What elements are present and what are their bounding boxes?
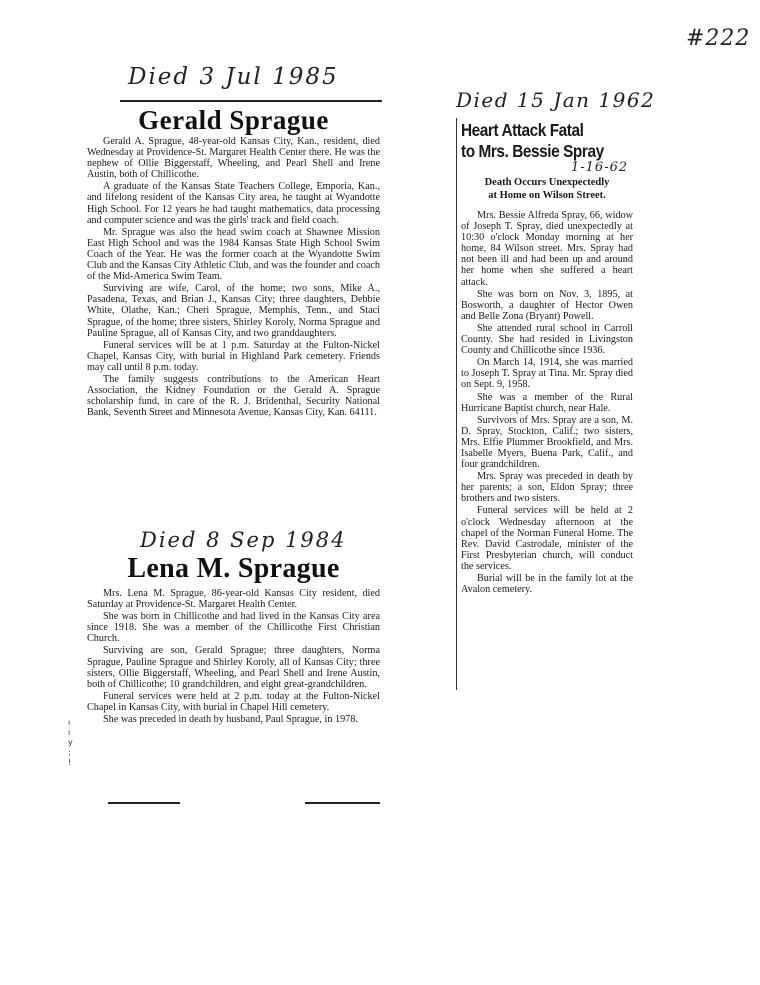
gerald-top-rule — [120, 100, 382, 102]
margin-marks: ı ı y ; ! — [68, 718, 73, 767]
spray-obituary — [461, 120, 633, 596]
spray-paragraph: On March 14, 1914, she was married to Joseph T. Spray at Tina. Mr. Spray died on Sept. 9, 1958. — [461, 357, 633, 391]
spray-column-rule — [456, 118, 457, 690]
spray-paragraph: Mrs. Spray was preceded in death by her parents; a son, Eldon Spray; three brothers and two sisters. — [461, 471, 633, 505]
lena-paragraph: Surviving are son, Gerald Sprague; three daughters, Norma Sprague, Pauline Sprague and Shirley Koroly, all of Kansas City; three sisters, Ollie Biggerstaff, Wheeling, and Pearl Shell and Irene Austin, both of Chillicothe; 10 grandchildren, and eight great-grandchildren. — [87, 645, 380, 690]
gerald-death-date-note: Died 3 Jul 1985 — [128, 64, 339, 90]
spray-subhead-line1: Death Occurs Unexpectedly — [484, 177, 610, 188]
spray-paragraph: Survivors of Mrs. Spray are a son, M. D. Spray, Stockton, Calif.; two sisters, Mrs. Effie Plummer Brookfield, and Mrs. Isabelle Myers, Buena Park, Calif., and four grandchildren. — [461, 414, 633, 471]
spray-subhead-line2: at Home on Wilson Street. — [488, 190, 606, 201]
spray-paragraph: She was a member of the Rural Hurricane Baptist church, near Hale. — [461, 391, 633, 414]
lena-body — [87, 588, 380, 725]
lena-obituary — [87, 552, 380, 726]
lena-paragraph: She was born in Chillicothe and had lived in the Kansas City area since 1918. She was a member of the Chillicothe First Christian Church. — [87, 611, 380, 645]
spray-date-annotation: 1-16-62 — [571, 160, 629, 175]
spray-headline-line2: to Mrs. Bessie Spray — [461, 141, 604, 161]
lena-bottom-rule-right — [305, 802, 380, 804]
gerald-headline: Gerald Sprague — [138, 105, 329, 135]
spray-body — [461, 210, 633, 595]
gerald-obituary — [87, 104, 380, 419]
spray-paragraph: Funeral services will be held at 2 o'clock Wednesday afternoon at the chapel of the Norman Funeral Home. The Rev. David Castrodale, minister of the First Presbyterian church, will conduct the services. — [461, 505, 633, 572]
gerald-paragraph: The family suggests contributions to the American Heart Association, the Kidney Foundation or the Gerald A. Sprague scholarship fund, in care of the R. J. Bridenthal, Security National Bank, Seventh Street and Minnesota Avenue, Kansas City, Kan. 64111. — [87, 373, 380, 419]
gerald-paragraph: Surviving are wife, Carol, of the home; two sons, Mike A., Pasadena, Texas, and Brian J., Kansas City; three daughters, Debbie White, Olathe, Kan.; Cheri Sprague, Memphis, Tenn., and Staci Sprague, of the home; three sisters, Shirley Koroly, Norma Sprague and Pauline Sprague, all of Kansas City, and two granddaughters. — [87, 283, 380, 339]
spray-paragraph: She attended rural school in Carroll County. She had resided in Livingston County and Chillicothe since 1936. — [461, 322, 633, 357]
gerald-paragraph: Mr. Sprague was also the head swim coach at Shawnee Mission East High School and was the 1984 Kansas State High School Swim Coach of the Year. He was the former coach at the Wyandotte Swim Club and the Kansas City Athletic Club, and was the founder and coach of the Mid-America Swim Team. — [87, 226, 380, 283]
spray-death-date-note: Died 15 Jan 1962 — [456, 88, 656, 112]
gerald-paragraph: Gerald A. Sprague, 48-year-old Kansas City, Kan., resident, died Wednesday at Providence-St. Margaret Health Center there. He was the nephew of Ollie Biggerstaff, Wheeling, and Pearl Shell and Irene Austin, both of Chillicothe. — [87, 136, 380, 181]
spray-paragraph: She was born on Nov. 3, 1895, at Bosworth, a daughter of Hector Owen and Belle Zona (Bryant) Powell. — [461, 288, 633, 322]
gerald-paragraph: Funeral services will be at 1 p.m. Saturday at the Fulton-Nickel Chapel, Kansas City, with burial in Highland Park cemetery. Friends may call until 8 p.m. today. — [87, 339, 380, 373]
spray-headline-line1: Heart Attack Fatal — [461, 120, 584, 140]
lena-headline: Lena M. Sprague — [127, 553, 340, 584]
spray-paragraph: Mrs. Bessie Alfreda Spray, 66, widow of Joseph T. Spray, died unexpectedly at 10:30 o'clock Monday morning at her home, 84 Wilson street. Mrs. Spray had not been ill and had been up and around her home when she suffered a heart attack. — [461, 210, 633, 288]
lena-bottom-rule-left — [108, 802, 180, 804]
gerald-body — [87, 136, 380, 418]
lena-paragraph: She was preceded in death by husband, Paul Sprague, in 1978. — [103, 714, 358, 726]
gerald-paragraph: A graduate of the Kansas State Teachers College, Emporia, Kan., and lifelong resident of the Kansas City area, he taught at Wyandotte High School. For 12 years he had taught mathematics, data processing and computer science and was the girls' track and field coach. — [87, 181, 380, 226]
page-number-annotation: #222 — [686, 26, 751, 51]
lena-paragraph: Mrs. Lena M. Sprague, 86-year-old Kansas City resident, died Saturday at Providence-St. Margaret Health Center. — [87, 588, 380, 611]
lena-paragraph: Funeral services were held at 2 p.m. today at the Fulton-Nickel Chapel in Kansas City, with burial in Chapel Hill cemetery. — [87, 690, 380, 713]
spray-paragraph: Burial will be in the family lot at the Avalon cemetery. — [461, 573, 633, 596]
lena-death-date-note: Died 8 Sep 1984 — [140, 528, 347, 552]
